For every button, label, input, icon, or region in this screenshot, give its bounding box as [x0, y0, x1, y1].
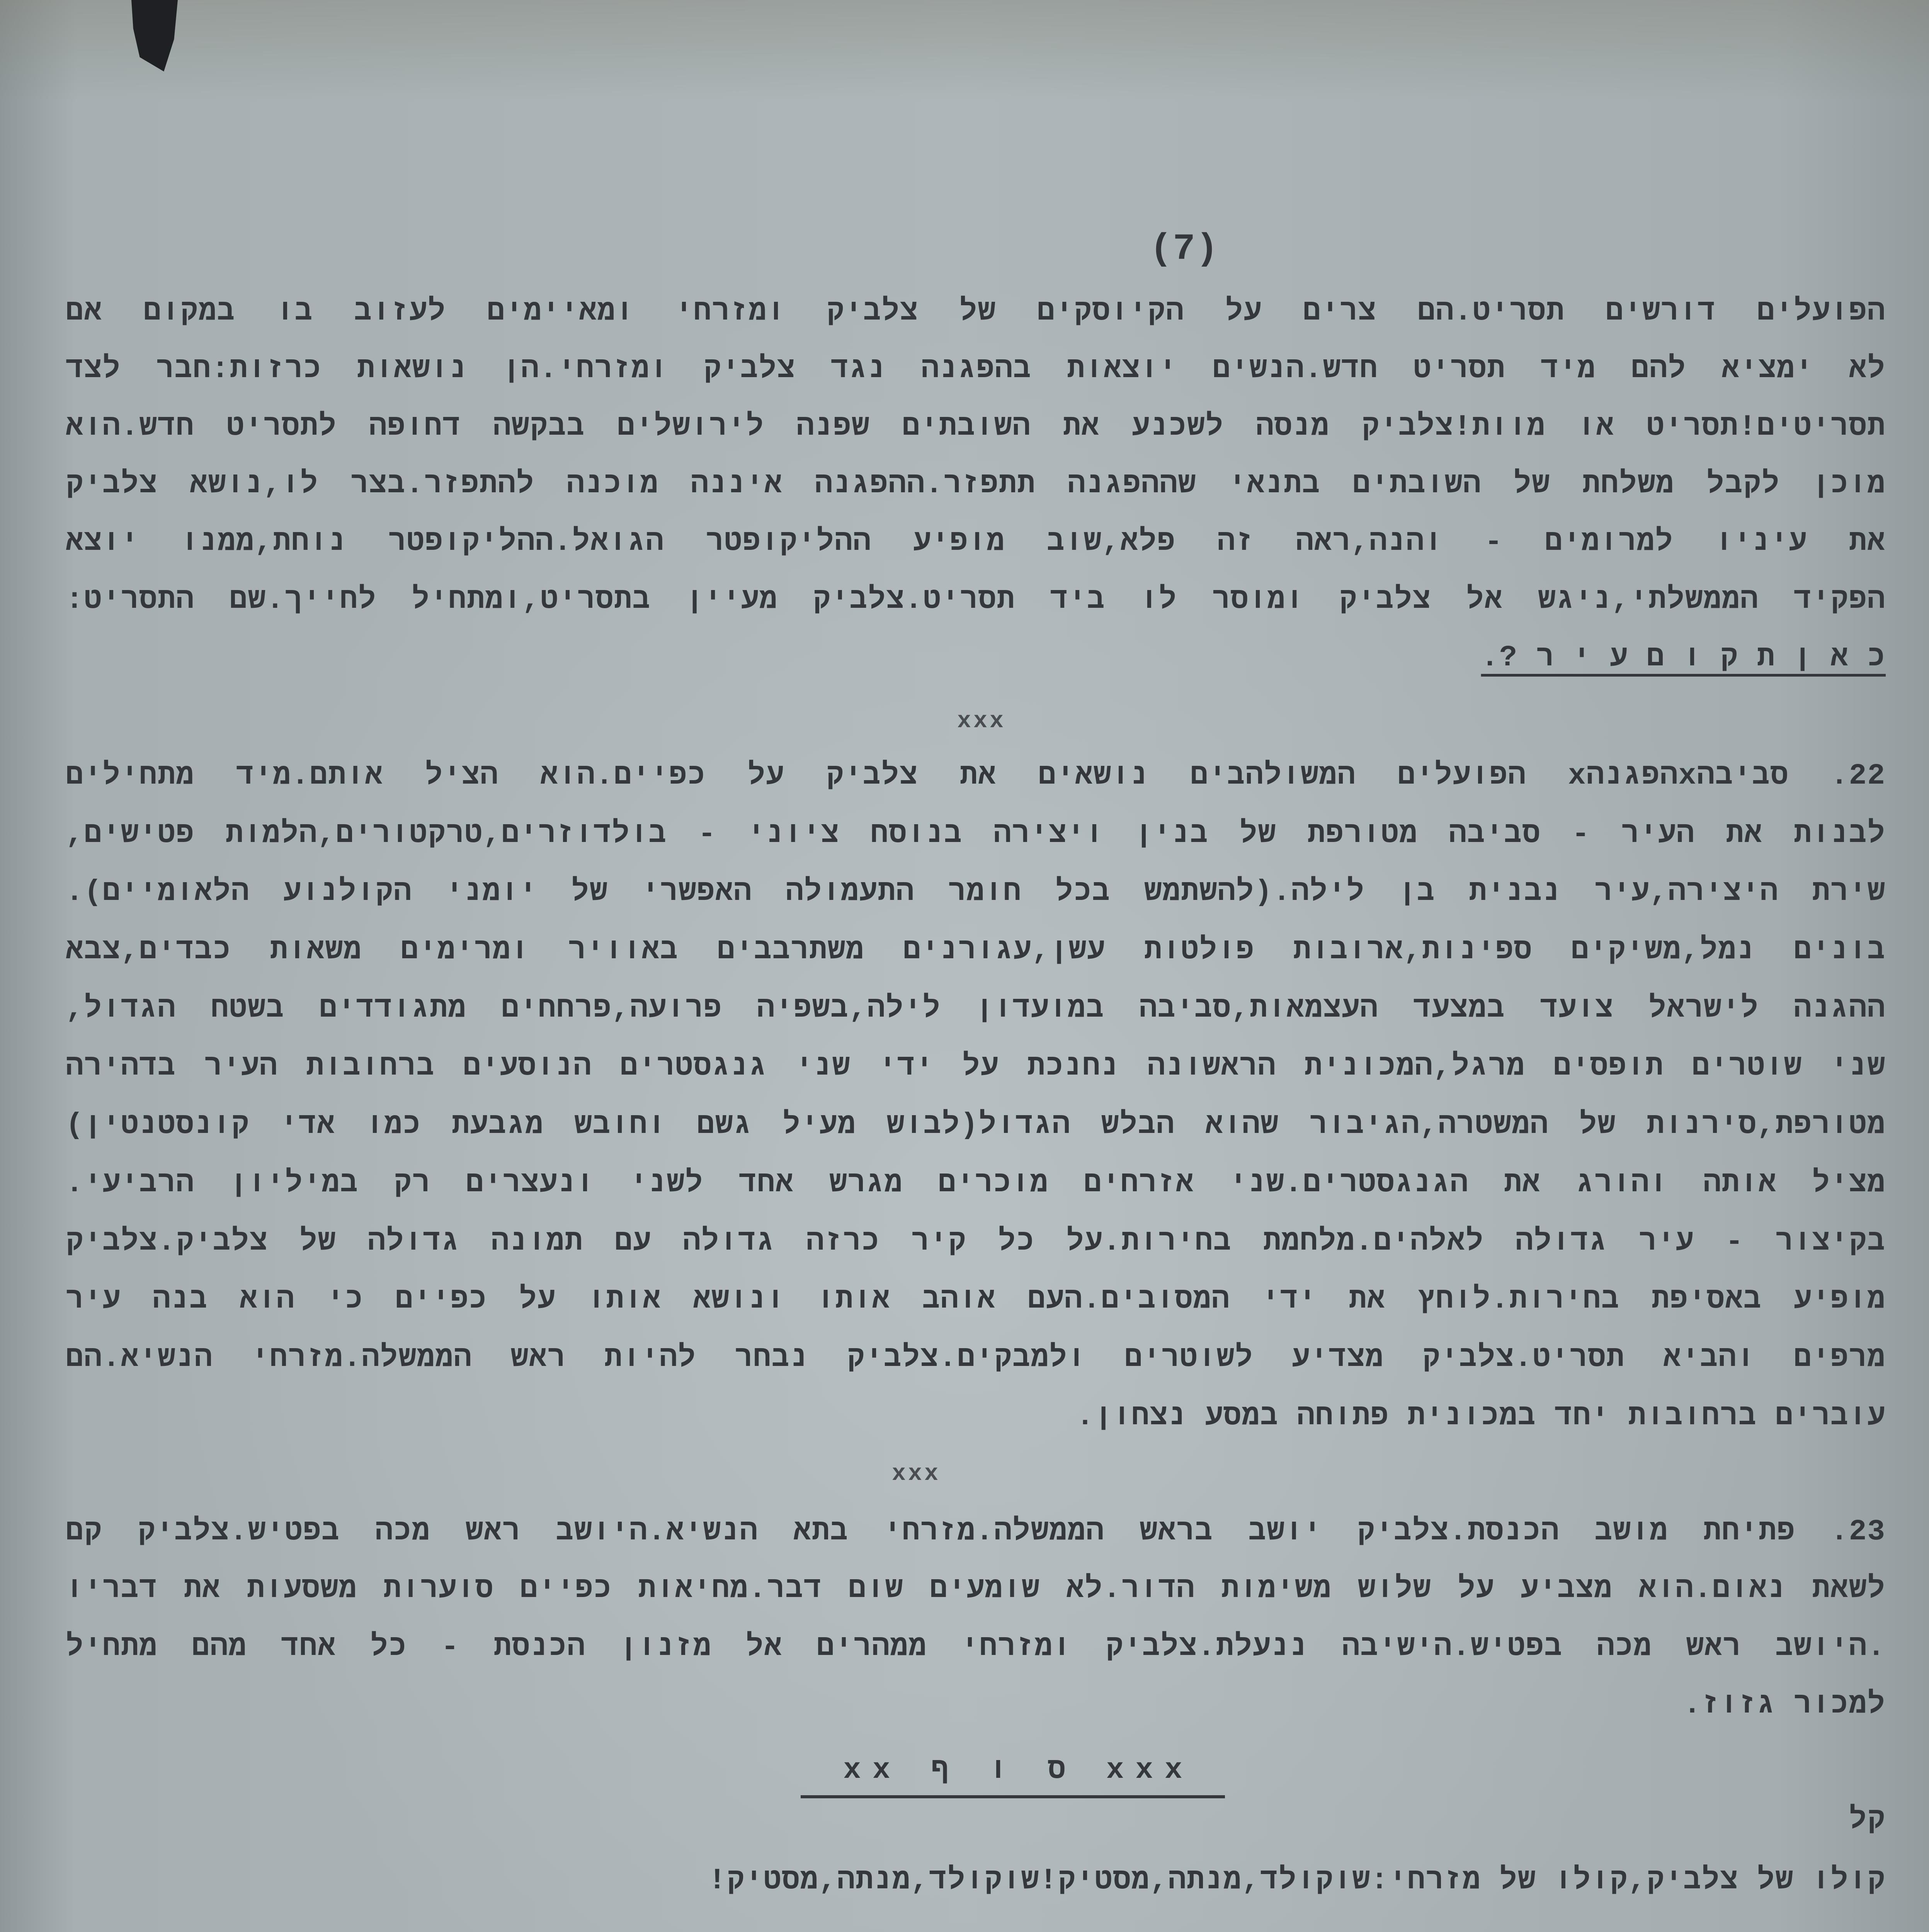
- scene-22-line: מטורפת,סירנות של המשטרה,הגיבור שהוא הבלש הגדול(לבוש מעיל גשם וחובש מגבעת כמו אדי קונסטנטין): [66, 1109, 1886, 1142]
- scene-23-line: למכור גזוז.: [1683, 1688, 1886, 1721]
- sound-label: קל: [1849, 1803, 1886, 1837]
- scene-21-line: מוכן לקבל משלחת של השובתים בתנאי שההפגנה תתפזר.ההפגנה איננה מוכנה להתפזר.בצר לו,נושא צלביק: [66, 468, 1886, 501]
- scene-22-line: מרפים והביא תסריט.צלביק מצדיע לשוטרים ולמבקים.צלביק נבחר להיות ראש הממשלה.מזרחי הנשיא.הם: [66, 1342, 1886, 1375]
- scene-22-line: מופיע באסיפת בחירות.לוחץ את ידי המסובים.העם אוהב אותו ונושא אותו על כפיים כי הוא בנה עיר: [66, 1283, 1886, 1316]
- script-title: כ א ן ת ק ו ם ע י ר ?.: [1481, 641, 1886, 674]
- scene-23-line: 23. פתיחת מושב הכנסת.צלביק יושב בראש הממשלה.מזרחי בתא הנשיא.היושב ראש מכה בפטיש.צלביק קם: [66, 1515, 1886, 1548]
- scene-21-line: הפקיד הממשלתי,ניגש אל צלביק ומוסר לו ביד תסריט.צלביק מעיין בתסריט,ומתחיל לחייך.שם התסריט:: [66, 583, 1886, 617]
- section-separator: xxx: [891, 1461, 941, 1487]
- scene-21-line: לא ימציא להם מיד תסריט חדש.הנשים יוצאות בהפגנה נגד צלביק ומזרחי.הן נושאות כרזות:חבר לצד: [66, 353, 1886, 386]
- scene-23-line: לשאת נאום.הוא מצביע על שלוש משימות הדור.לא שומעים שום דבר.מחיאות כפיים סוערות משסעות את דבריו: [66, 1573, 1886, 1606]
- sound-line: קולו של צלביק,קולו של מזרחי:שוקולד,מנתה,מסטיק!שוקולד,מנתה,מסטיק!: [708, 1864, 1886, 1897]
- scene-21-line: הפועלים דורשים תסריט.הם צרים על הקיוסקים של צלביק ומזרחי ומאיימים לעזוב בו במקום אם: [66, 295, 1886, 328]
- scene-22-line: עוברים ברחובות יחד במכונית פתוחה במסע נצחון.: [1076, 1400, 1886, 1433]
- scene-21-line: את עיניו למרומים - והנה,ראה זה פלא,שוב מופיע ההליקופטר הגואל.ההליקופטר נוחת,ממנו יוצא: [66, 526, 1886, 559]
- scene-22-line: מציל אותה והורג את הגנגסטרים.שני אזרחים מוכרים מגרש אחד לשני ונעצרים רק במיליון הרביעי.: [66, 1167, 1886, 1200]
- section-separator: xxx: [957, 708, 1006, 735]
- page-number: (7): [1150, 228, 1219, 270]
- scene-21-line: תסריטים!תסריט או מוות!צלביק מנסה לשכנע את השובתים שפנה לירושלים בבקשה דחופה לתסריט חדש.הוא: [66, 410, 1886, 444]
- scene-22-line: בונים נמל,משיקים ספינות,ארובות פולטות עשן,עגורנים משתרבבים באוויר ומרימים משאות כבדים,צבא: [66, 934, 1886, 967]
- scene-22-line: ההגנה לישראל צועד במצעד העצמאות,סביבה במועדון לילה,בשפיה פרועה,פרחחים מתגודדים בשטח הגדול,: [66, 992, 1886, 1026]
- scene-22-line: לבנות את העיר - סביבה מטורפת של בנין ויצירה בנוסח ציוני - בולדוזרים,טרקטורים,הלמות פטישים,: [66, 818, 1886, 851]
- scene-22-line: שירת היצירה,עיר נבנית בן לילה.(להשתמש בכל חומר התעמולה האפשרי של יומני הקולנוע הלאומיים).: [66, 876, 1886, 909]
- end-marker: xx ס ו ף xxx: [801, 1745, 1225, 1798]
- paper-discoloration: [0, 0, 1929, 100]
- scene-22-line: בקיצור - עיר גדולה לאלהים.מלחמת בחירות.על כל קיר כרזה גדולה עם תמונה גדולה של צלביק.צלביק: [66, 1225, 1886, 1259]
- script-title-line: [66, 629, 1886, 694]
- scene-22-line: שני שוטרים תופסים מרגל,המכונית הראשונה נחנכת על ידי שני גנגסטרים הנוסעים ברחובות העיר בדהירה: [66, 1050, 1886, 1083]
- scene-22-line: 22. סביבהxהפגנהx הפועלים המשולהבים נושאים את צלביק על כפיים.הוא הציל אותם.מיד מתחילים: [66, 759, 1886, 793]
- scene-23-line: .היושב ראש מכה בפטיש.הישיבה ננעלת.צלביק ומזרחי ממהרים אל מזנון הכנסת - כל אחד מהם מתחיל: [66, 1631, 1886, 1664]
